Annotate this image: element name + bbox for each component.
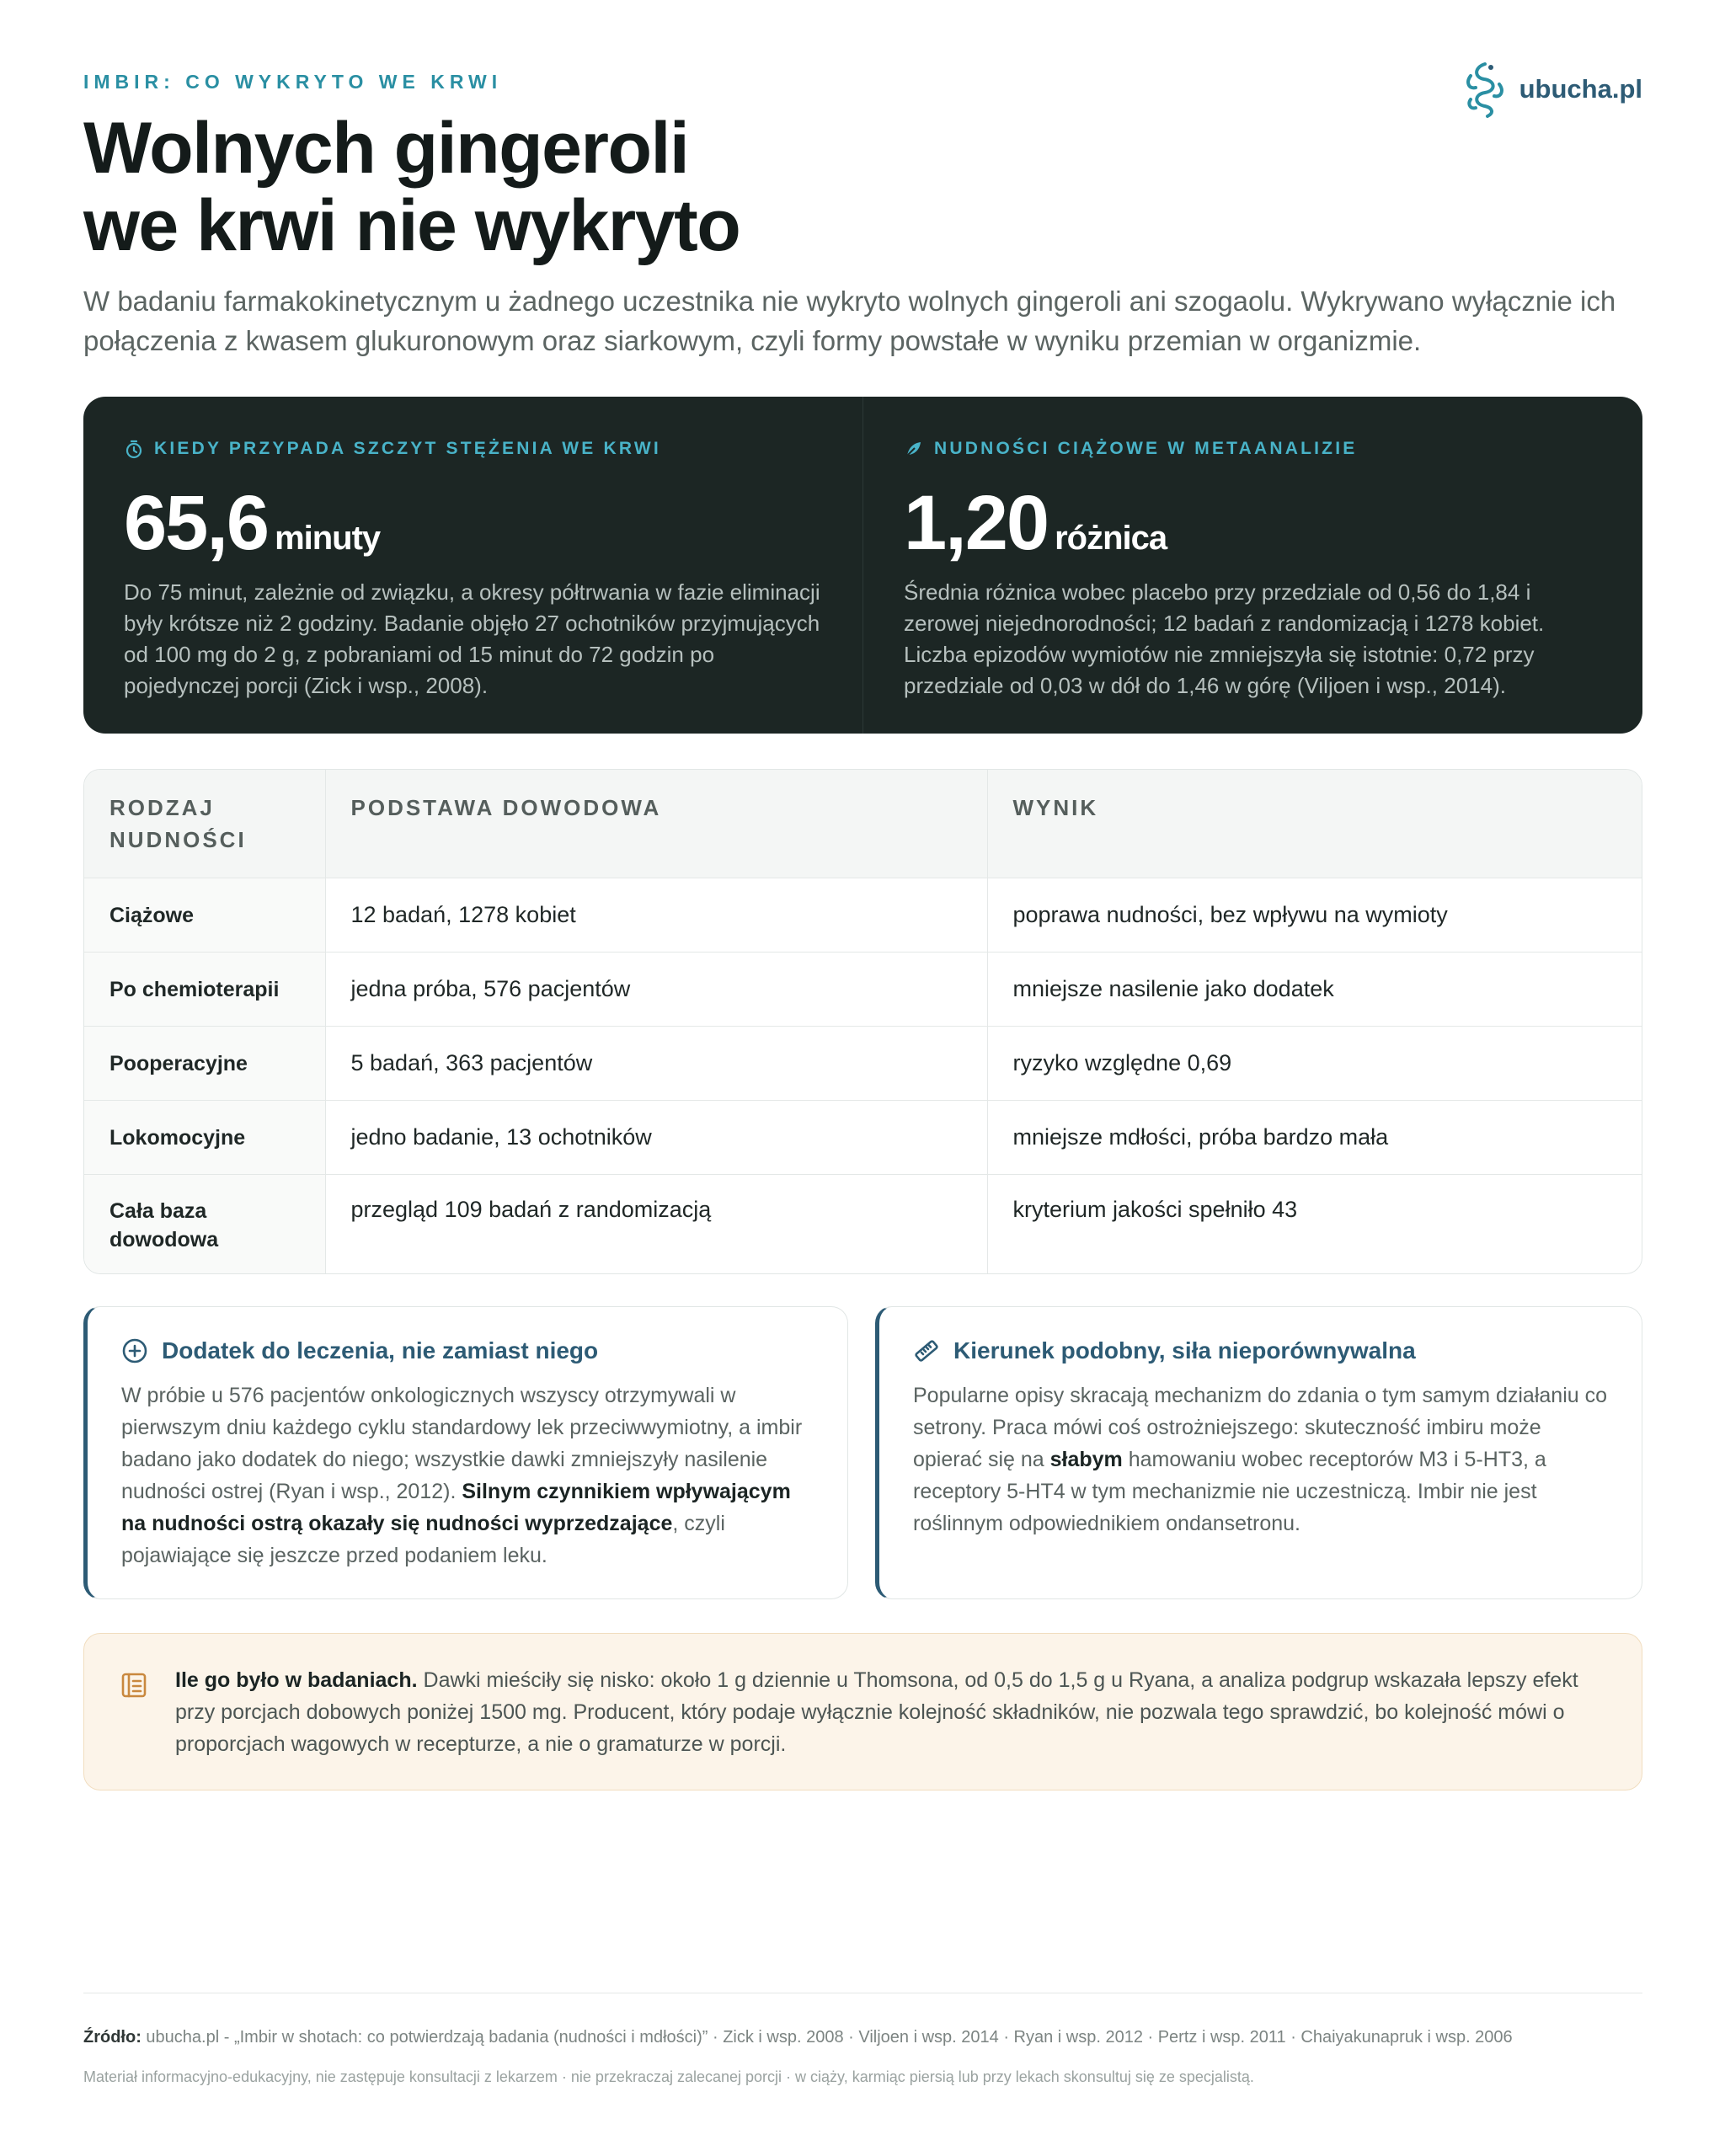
column-header-kind: RODZAJ NUDNOŚCI: [84, 770, 325, 878]
cell-evidence: przegląd 109 badań z randomizacją: [325, 1175, 987, 1274]
table-row: [84, 878, 1642, 953]
brand[interactable]: [1462, 59, 1642, 120]
stat-unit: minuty: [275, 520, 381, 557]
stat-kicker-text: NUDNOŚCI CIĄŻOWE W METAANALIZIE: [934, 439, 1358, 458]
cell-result: ryzyko względne 0,69: [987, 1027, 1642, 1101]
stopwatch-icon: [124, 439, 144, 459]
eyebrow: IMBIR: CO WYKRYTO WE KRWI: [83, 71, 503, 93]
stat-value-row: [904, 480, 1602, 566]
title-line-1: Wolnych gingeroli: [83, 108, 689, 189]
plus-circle-icon: [121, 1337, 148, 1364]
footer: [83, 1993, 1642, 2086]
ruler-icon: [913, 1337, 940, 1364]
table-row: [84, 1027, 1642, 1101]
disclaimer: Materiał informacyjno-edukacyjny, nie zastępuje konsultacji z lekarzem · nie przekraczaj zalecanej porcji · w ciąży, karmiąc piersią lub przy lekach skonsultuj się ze specjalistą.: [83, 2068, 1254, 2085]
card-adjunct-treatment: [83, 1306, 848, 1599]
brand-name: ubucha.pl: [1519, 74, 1642, 104]
infographic-page: [83, 0, 1642, 2085]
stat-value-row: [124, 480, 822, 566]
note-body: Dawki mieściły się nisko: około 1 g dziennie u Thomsona, od 0,5 do 1,5 g u Ryana, a analiza podgrup wskazała lepszy efekt przy porcjach dobowych poniżej 1500 mg. Producent, który podaje wyłącznie kolejność składników, nie pozwala tego sprawdzić, bo kolejność mówi o proporcjach wagowych w recepturze, a nie o gramaturze w porcji.: [175, 1668, 1578, 1756]
cell-kind: Pooperacyjne: [84, 1027, 325, 1101]
stat-description: Do 75 minut, zależnie od związku, a okresy półtrwania w fazie eliminacji były krótsze niż 2 godziny. Badanie objęło 27 ochotników przyjmujących od 100 mg do 2 g, z pobraniami od 15 minut do 72 godzin po pojedynczej porcji (Zick i wsp., 2008).: [124, 579, 820, 698]
table-row: [84, 953, 1642, 1027]
stat-kicker: [124, 439, 822, 459]
note-lead: Ile go było w badaniach.: [175, 1668, 418, 1692]
card-title-text: Kierunek podobny, siła nieporównywalna: [953, 1337, 1416, 1364]
table-row: [84, 1101, 1642, 1175]
cell-result: mniejsze mdłości, próba bardzo mała: [987, 1101, 1642, 1175]
cell-result: poprawa nudności, bez wpływu na wymioty: [987, 878, 1642, 953]
source-text: ubucha.pl - „Imbir w shotach: co potwierdzają badania (nudności i mdłości)” · Zick i wsp. 2008 · Viljoen i wsp. 2014 · Ryan i wsp. 2012 · Pertz i wsp. 2011 · Chaiyakunapruk i wsp. 2006: [141, 2028, 1513, 2047]
leaf-icon: [904, 439, 924, 459]
card-title-text: Dodatek do leczenia, nie zamiast niego: [162, 1337, 599, 1364]
cell-evidence: jedna próba, 576 pacjentów: [325, 953, 987, 1027]
card-body-tail: hamowaniu wobec receptorów M3 i 5-HT3, a receptory 5-HT4 w tym mechanizmie nie uczestniczą. Imbir nie jest roślinnym odpowiednikiem ondansetronu.: [913, 1448, 1546, 1535]
document-icon: [120, 1671, 148, 1700]
stat-value: 1,20: [904, 480, 1049, 566]
card-title: [121, 1337, 814, 1364]
stat-unit: różnica: [1055, 520, 1167, 557]
page-title: [83, 109, 740, 264]
cell-kind: Ciążowe: [84, 878, 325, 953]
title-line-2: we krwi nie wykryto: [83, 185, 740, 266]
column-header-evidence: PODSTAWA DOWODOWA: [325, 770, 987, 878]
cell-kind: Po chemioterapii: [84, 953, 325, 1027]
stats-panel: [83, 397, 1642, 734]
card-title: [913, 1337, 1608, 1364]
cell-kind: Cała baza dowodowa: [84, 1175, 325, 1274]
card-body-tail: , czyli pojawiające się jeszcze przed podaniem leku.: [121, 1512, 725, 1567]
stat-kicker-text: KIEDY PRZYPADA SZCZYT STĘŻENIA WE KRWI: [154, 439, 661, 458]
header: [83, 0, 1642, 278]
evidence-table: [83, 769, 1642, 1274]
source-label: Źródło:: [83, 2028, 142, 2047]
column-header-result: WYNIK: [987, 770, 1642, 878]
source-line: [83, 2024, 1642, 2052]
card-body-emphasis: Silnym czynnikiem wpływającym na nudności ostrą okazały się nudności wyprzedzające: [121, 1480, 791, 1535]
note-text: [175, 1664, 1601, 1760]
stat-pregnancy-nausea: [862, 397, 1642, 734]
cell-result: mniejsze nasilenie jako dodatek: [987, 953, 1642, 1027]
cell-evidence: 5 badań, 363 pacjentów: [325, 1027, 987, 1101]
stat-kicker: [904, 439, 1602, 459]
cell-kind: Lokomocyjne: [84, 1101, 325, 1175]
brand-logo-icon: [1462, 59, 1508, 120]
card-body-text: Popularne opisy skracają mechanizm do zdania o tym samym działaniu co setrony. Praca mówi coś ostrożniejszego: skuteczność imbiru może opierać się na: [913, 1384, 1607, 1471]
card-body-text: W próbie u 576 pacjentów onkologicznych wszyscy otrzymywali w pierwszym dniu każdego cyklu standardowy lek przeciwwymiotny, a imbir badano jako dodatek do niego; wszystkie dawki zmniejszyły nasilenie nudności ostrej (Ryan i wsp., 2012).: [121, 1384, 803, 1503]
dosage-note: [83, 1633, 1642, 1790]
card-body: [121, 1380, 814, 1572]
lede: W badaniu farmakokinetycznym u żadnego uczestnika nie wykryto wolnych gingeroli ani szogaolu. Wykrywano wyłącznie ich połączenia z kwasem glukuronowym oraz siarkowym, czyli formy powstałe w wyniku przemian w organizmie.: [83, 286, 1616, 356]
table-header-row: [84, 770, 1642, 878]
card-mechanism: [875, 1306, 1642, 1599]
stat-description: Średnia różnica wobec placebo przy przedziale od 0,56 do 1,84 i zerowej niejednorodności; 12 badań z randomizacją i 1278 kobiet. Liczba epizodów wymiotów nie zmniejszyła się istotnie: 0,72 przy przedziale od 0,03 w dół do 1,46 w górę (Viljoen i wsp., 2014).: [904, 579, 1545, 698]
card-body: [913, 1380, 1608, 1540]
cell-evidence: jedno badanie, 13 ochotników: [325, 1101, 987, 1175]
stat-peak-time: [83, 397, 862, 734]
table-row: [84, 1175, 1642, 1274]
cell-evidence: 12 badań, 1278 kobiet: [325, 878, 987, 953]
stat-value: 65,6: [124, 480, 269, 566]
cell-result: kryterium jakości spełniło 43: [987, 1175, 1642, 1274]
card-body-emphasis: słabym: [1049, 1448, 1123, 1471]
